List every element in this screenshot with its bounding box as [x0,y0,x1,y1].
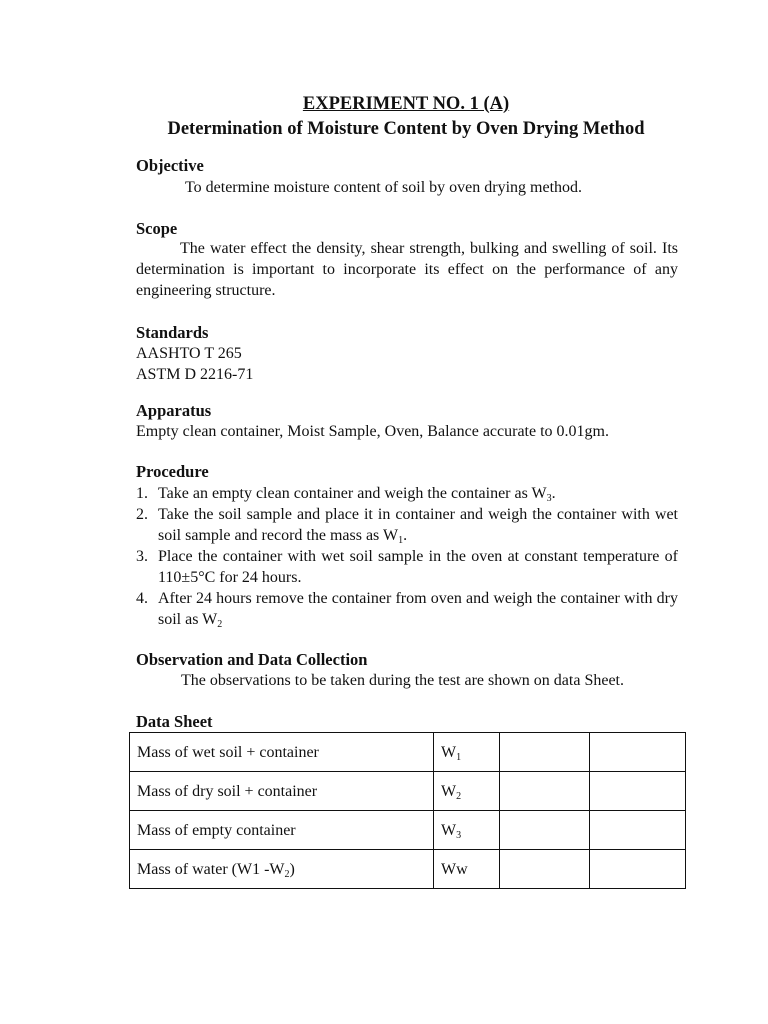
row-label [130,811,434,850]
label-text: Mass of water (W1 -W [137,860,285,878]
standard-item: AASHTO T 265 [136,345,242,362]
step-subscript: 2 [217,619,223,630]
observation-text: The observations to be taken during the test are shown on data Sheet. [181,672,624,689]
step-text: Place the container with wet soil sample in the oven at constant temperature of 110±5°C for 24 hours. [158,548,678,586]
observation-heading: Observation and Data Collection [136,650,368,669]
step-text: After 24 hours remove the container from oven and weigh the container with dry soil as W [158,590,678,628]
symbol-text: W [441,821,457,839]
symbol-text: Ww [441,860,468,878]
step-suffix: . [551,485,556,502]
standards-heading: Standards [136,323,209,342]
row-label [130,850,434,889]
value-cell [590,733,686,772]
data-sheet-table [129,732,686,889]
procedure-step [136,504,678,546]
table-row [130,772,686,811]
step-text: Take an empty clean container and weigh the container as W [158,485,547,502]
scope-text: The water effect the density, shear strength, bulking and swelling of soil. Its determination is important to incorporate its effect on the performance of any engineering structure. [136,240,678,299]
symbol-text: W [441,782,457,800]
value-cell [500,850,590,889]
table-row [130,733,686,772]
symbol-subscript: 2 [456,790,462,802]
value-cell [500,733,590,772]
symbol-subscript: 1 [456,751,462,763]
step-text: Take the soil sample and place it in container and weigh the container with wet soil sample and record the mass as W [158,506,678,544]
experiment-number: EXPERIMENT NO. 1 (A) [302,94,510,114]
step-subscript: 3 [546,493,552,504]
procedure-heading: Procedure [136,462,209,481]
symbol-subscript: 3 [456,829,462,841]
row-symbol [434,772,500,811]
objective-heading: Objective [136,156,204,175]
row-symbol [434,811,500,850]
row-symbol [434,733,500,772]
value-cell [590,850,686,889]
step-suffix: . [403,527,408,544]
experiment-title: Determination of Moisture Content by Oven Drying Method [167,119,645,139]
step-number: 4. [136,590,148,607]
standard-item: ASTM D 2216-71 [136,366,254,383]
step-number: 1. [136,485,148,502]
label-subscript: 2 [284,868,290,880]
row-label [130,772,434,811]
value-cell [500,772,590,811]
step-number: 3. [136,548,148,565]
procedure-step [136,483,678,504]
label-text: Mass of wet soil + container [137,743,319,761]
data-sheet-heading: Data Sheet [136,712,213,731]
value-cell [500,811,590,850]
label-text: Mass of dry soil + container [137,782,318,800]
table-row [130,811,686,850]
label-suffix: ) [289,860,295,878]
apparatus-text: Empty clean container, Moist Sample, Oven, Balance accurate to 0.01gm. [136,423,609,440]
row-label [130,733,434,772]
objective-text: To determine moisture content of soil by oven drying method. [185,179,583,196]
step-number: 2. [136,506,148,523]
symbol-text: W [441,743,457,761]
procedure-step [136,588,678,630]
table-row [130,850,686,889]
value-cell [590,811,686,850]
apparatus-heading: Apparatus [136,401,212,420]
scope-heading: Scope [136,219,178,238]
step-subscript: 1 [398,535,404,546]
procedure-list [136,483,678,630]
procedure-step [136,546,678,588]
row-symbol [434,850,500,889]
label-text: Mass of empty container [137,821,296,839]
value-cell [590,772,686,811]
